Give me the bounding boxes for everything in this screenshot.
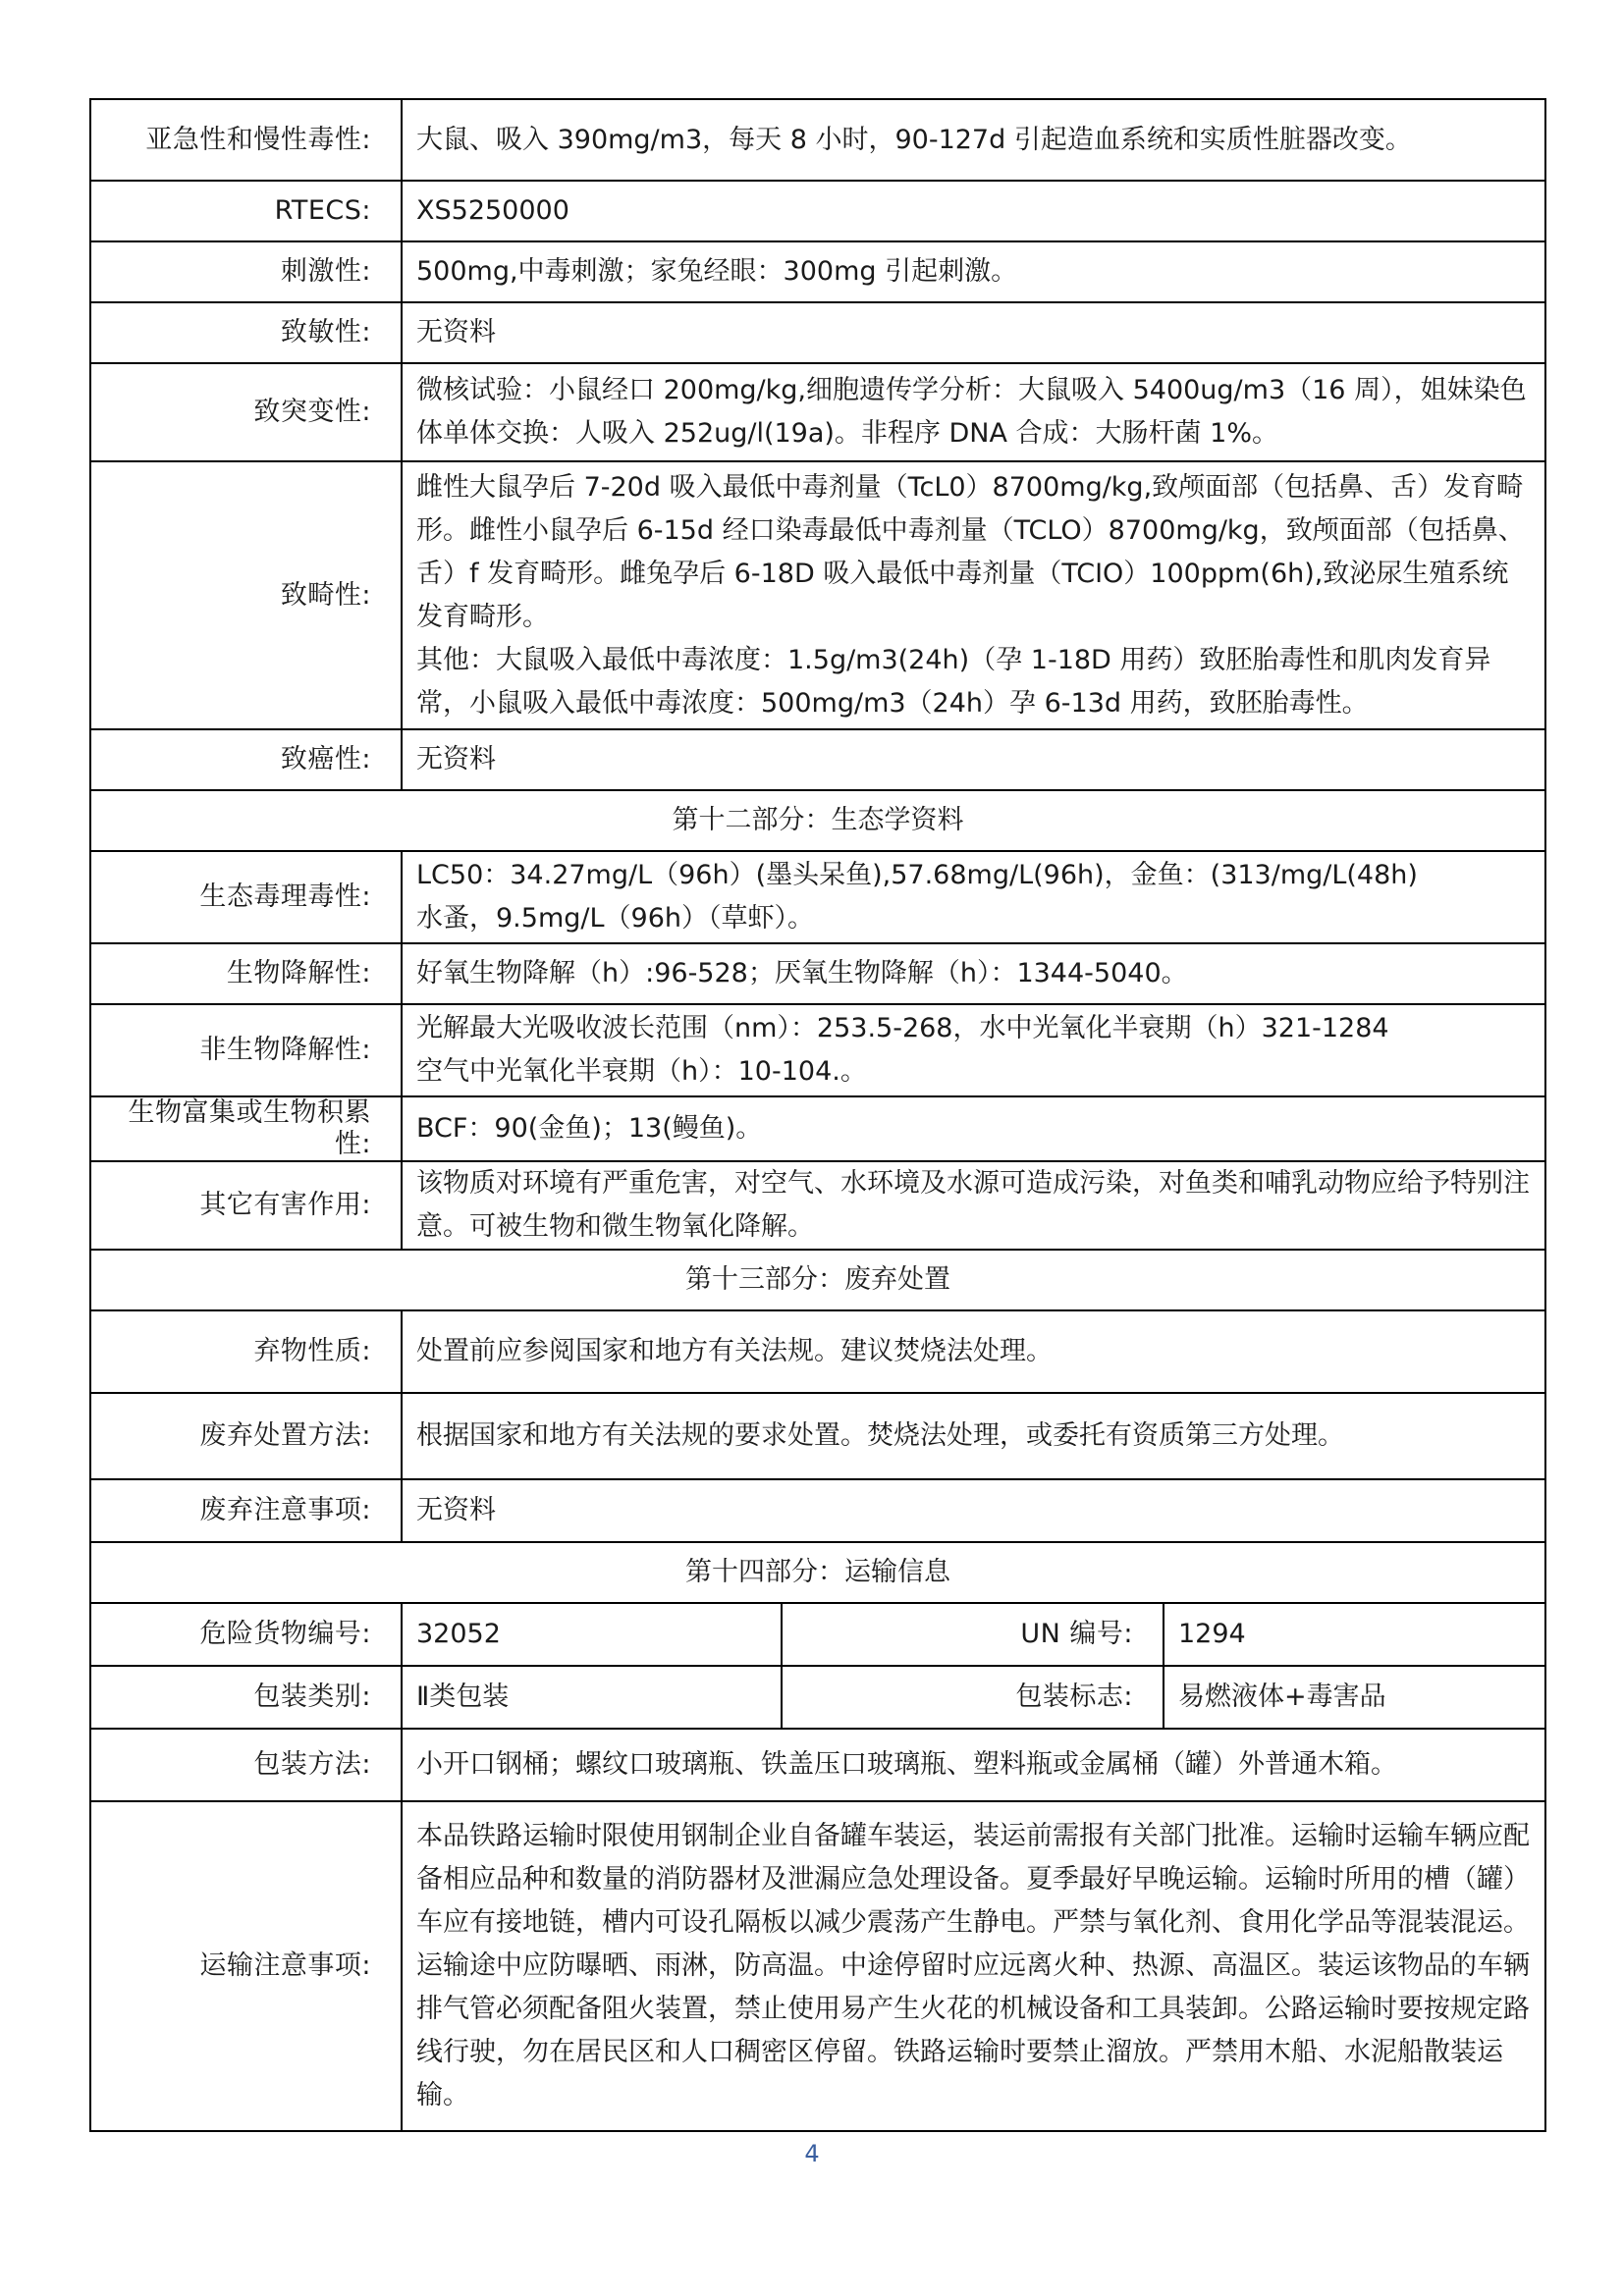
row-non-biodegradability (90, 1004, 1545, 1096)
section-title-transport: 第十四部分：运输信息 (90, 1542, 1545, 1603)
non-biodegradability-line-2: 空气中光氧化半衰期（h）：10-104.。 (416, 1056, 867, 1087)
row-ecotoxicity (90, 851, 1545, 943)
value-other-harmful-effects: 该物质对环境有严重危害，对空气、水环境及水源可造成污染，对鱼类和哺乳动物应给予特别注意。可被生物和微生物氧化降解。 (402, 1161, 1545, 1250)
value-carcinogenicity: 无资料 (402, 729, 1545, 790)
row-disposal-notes (90, 1479, 1545, 1542)
value-dangerous-goods-number: 32052 (402, 1603, 782, 1666)
label-teratogenicity: 致畸性: (90, 461, 402, 729)
row-carcinogenicity (90, 729, 1545, 790)
row-teratogenicity (90, 461, 1545, 729)
label-irritation: 刺激性: (90, 241, 402, 302)
value-teratogenicity (402, 461, 1545, 729)
label-ecotoxicity: 生态毒理毒性: (90, 851, 402, 943)
teratogenicity-other-paragraph: 其他：大鼠吸入最低中毒浓度：1.5g/m3(24h)（孕 1-18D 用药）致胚胎毒性和肌肉发育异常，小鼠吸入最低中毒浓度：500mg/m3（24h）孕 6-13d 用药，致胚胎毒性。 (416, 644, 1491, 719)
value-mutagenicity: 微核试验：小鼠经口 200mg/kg,细胞遗传学分析：大鼠吸入 5400ug/m3（16 周），姐妹染色体单体交换：人吸入 252ug/l(19a)。非程序 DNA 合成：大肠杆菌 1%。 (402, 363, 1545, 461)
sds-table (89, 98, 1546, 2132)
row-disposal-method (90, 1393, 1545, 1479)
value-biodegradability: 好氧生物降解（h）:96-528；厌氧生物降解（h）：1344-5040。 (402, 943, 1545, 1004)
value-rtecs: XS5250000 (402, 181, 1545, 241)
row-irritation (90, 241, 1545, 302)
label-acute-chronic-toxicity: 亚急性和慢性毒性: (90, 99, 402, 181)
value-sensitization: 无资料 (402, 302, 1545, 363)
row-mutagenicity (90, 363, 1545, 461)
value-ecotoxicity (402, 851, 1545, 943)
row-packing-method (90, 1729, 1545, 1801)
label-non-biodegradability: 非生物降解性: (90, 1004, 402, 1096)
non-biodegradability-line-1: 光解最大光吸收波长范围（nm）：253.5-268，水中光氧化半衰期（h）321-1284 (416, 1013, 1389, 1043)
label-un-number: UN 编号: (782, 1603, 1164, 1666)
label-transport-notes: 运输注意事项: (90, 1801, 402, 2131)
section-14-header (90, 1542, 1545, 1603)
label-rtecs: RTECS: (90, 181, 402, 241)
section-title-disposal: 第十三部分：废弃处置 (90, 1250, 1545, 1310)
section-12-header (90, 790, 1545, 851)
row-transport-notes (90, 1801, 1545, 2131)
label-biodegradability: 生物降解性: (90, 943, 402, 1004)
value-acute-chronic-toxicity: 大鼠、吸入 390mg/m3，每天 8 小时，90-127d 引起造血系统和实质性脏器改变。 (402, 99, 1545, 181)
row-biodegradability (90, 943, 1545, 1004)
ecotoxicity-line-1: LC50：34.27mg/L（96h）(墨头呆鱼),57.68mg/L(96h)，金鱼：(313/mg/L(48h) (416, 860, 1418, 890)
value-non-biodegradability (402, 1004, 1545, 1096)
value-packing-group: Ⅱ类包装 (402, 1666, 782, 1729)
teratogenicity-paragraph: 雌性大鼠孕后 7-20d 吸入最低中毒剂量（TcL0）8700mg/kg,致颅面部（包括鼻、舌）发育畸形。雌性小鼠孕后 6-15d 经口染毒最低中毒剂量（TCLO）8700mg/kg，致颅面部（包括鼻、舌）f 发育畸形。雌兔孕后 6-18D 吸入最低中毒剂量（TCIO）100ppm(6h),致泌尿生殖系统发育畸形。 (416, 471, 1525, 632)
row-bioaccumulation (90, 1096, 1545, 1161)
label-packing-method: 包装方法: (90, 1729, 402, 1801)
label-other-harmful-effects: 其它有害作用: (90, 1161, 402, 1250)
value-un-number: 1294 (1164, 1603, 1545, 1666)
row-rtecs (90, 181, 1545, 241)
row-packing (90, 1666, 1545, 1729)
row-acute-chronic-toxicity (90, 99, 1545, 181)
label-bioaccumulation: 生物富集或生物积累性: (90, 1096, 402, 1161)
value-packing-mark: 易燃液体+毒害品 (1164, 1666, 1545, 1729)
value-irritation: 500mg,中毒刺激；家兔经眼：300mg 引起刺激。 (402, 241, 1545, 302)
value-disposal-method: 根据国家和地方有关法规的要求处置。焚烧法处理，或委托有资质第三方处理。 (402, 1393, 1545, 1479)
label-disposal-notes: 废弃注意事项: (90, 1479, 402, 1542)
value-waste-nature: 处置前应参阅国家和地方有关法规。建议焚烧法处理。 (402, 1310, 1545, 1393)
row-sensitization (90, 302, 1545, 363)
label-packing-group: 包装类别: (90, 1666, 402, 1729)
label-mutagenicity: 致突变性: (90, 363, 402, 461)
ecotoxicity-line-2: 水蚤，9.5mg/L（96h）（草虾）。 (416, 903, 814, 934)
label-packing-mark: 包装标志: (782, 1666, 1164, 1729)
label-sensitization: 致敏性: (90, 302, 402, 363)
label-waste-nature: 弃物性质: (90, 1310, 402, 1393)
row-other-harmful-effects (90, 1161, 1545, 1250)
label-disposal-method: 废弃处置方法: (90, 1393, 402, 1479)
label-dangerous-goods-number: 危险货物编号: (90, 1603, 402, 1666)
value-transport-notes: 本品铁路运输时限使用钢制企业自备罐车装运，装运前需报有关部门批准。运输时运输车辆应配备相应品种和数量的消防器材及泄漏应急处理设备。夏季最好早晚运输。运输时所用的槽（罐）车应有接地链，槽内可设孔隔板以减少震荡产生静电。严禁与氧化剂、食用化学品等混装混运。运输途中应防曝晒、雨淋，防高温。中途停留时应远离火种、热源、高温区。装运该物品的车辆排气管必须配备阻火装置，禁止使用易产生火花的机械设备和工具装卸。公路运输时要按规定路线行驶，勿在居民区和人口稠密区停留。铁路运输时要禁止溜放。严禁用木船、水泥船散装运输。 (402, 1801, 1545, 2131)
row-goods-number (90, 1603, 1545, 1666)
value-disposal-notes: 无资料 (402, 1479, 1545, 1542)
section-title-ecology: 第十二部分：生态学资料 (90, 790, 1545, 851)
page-number: 4 (804, 2140, 820, 2167)
value-packing-method: 小开口钢桶；螺纹口玻璃瓶、铁盖压口玻璃瓶、塑料瓶或金属桶（罐）外普通木箱。 (402, 1729, 1545, 1801)
value-bioaccumulation: BCF：90(金鱼)；13(鳗鱼)。 (402, 1096, 1545, 1161)
row-waste-nature (90, 1310, 1545, 1393)
section-13-header (90, 1250, 1545, 1310)
label-carcinogenicity: 致癌性: (90, 729, 402, 790)
